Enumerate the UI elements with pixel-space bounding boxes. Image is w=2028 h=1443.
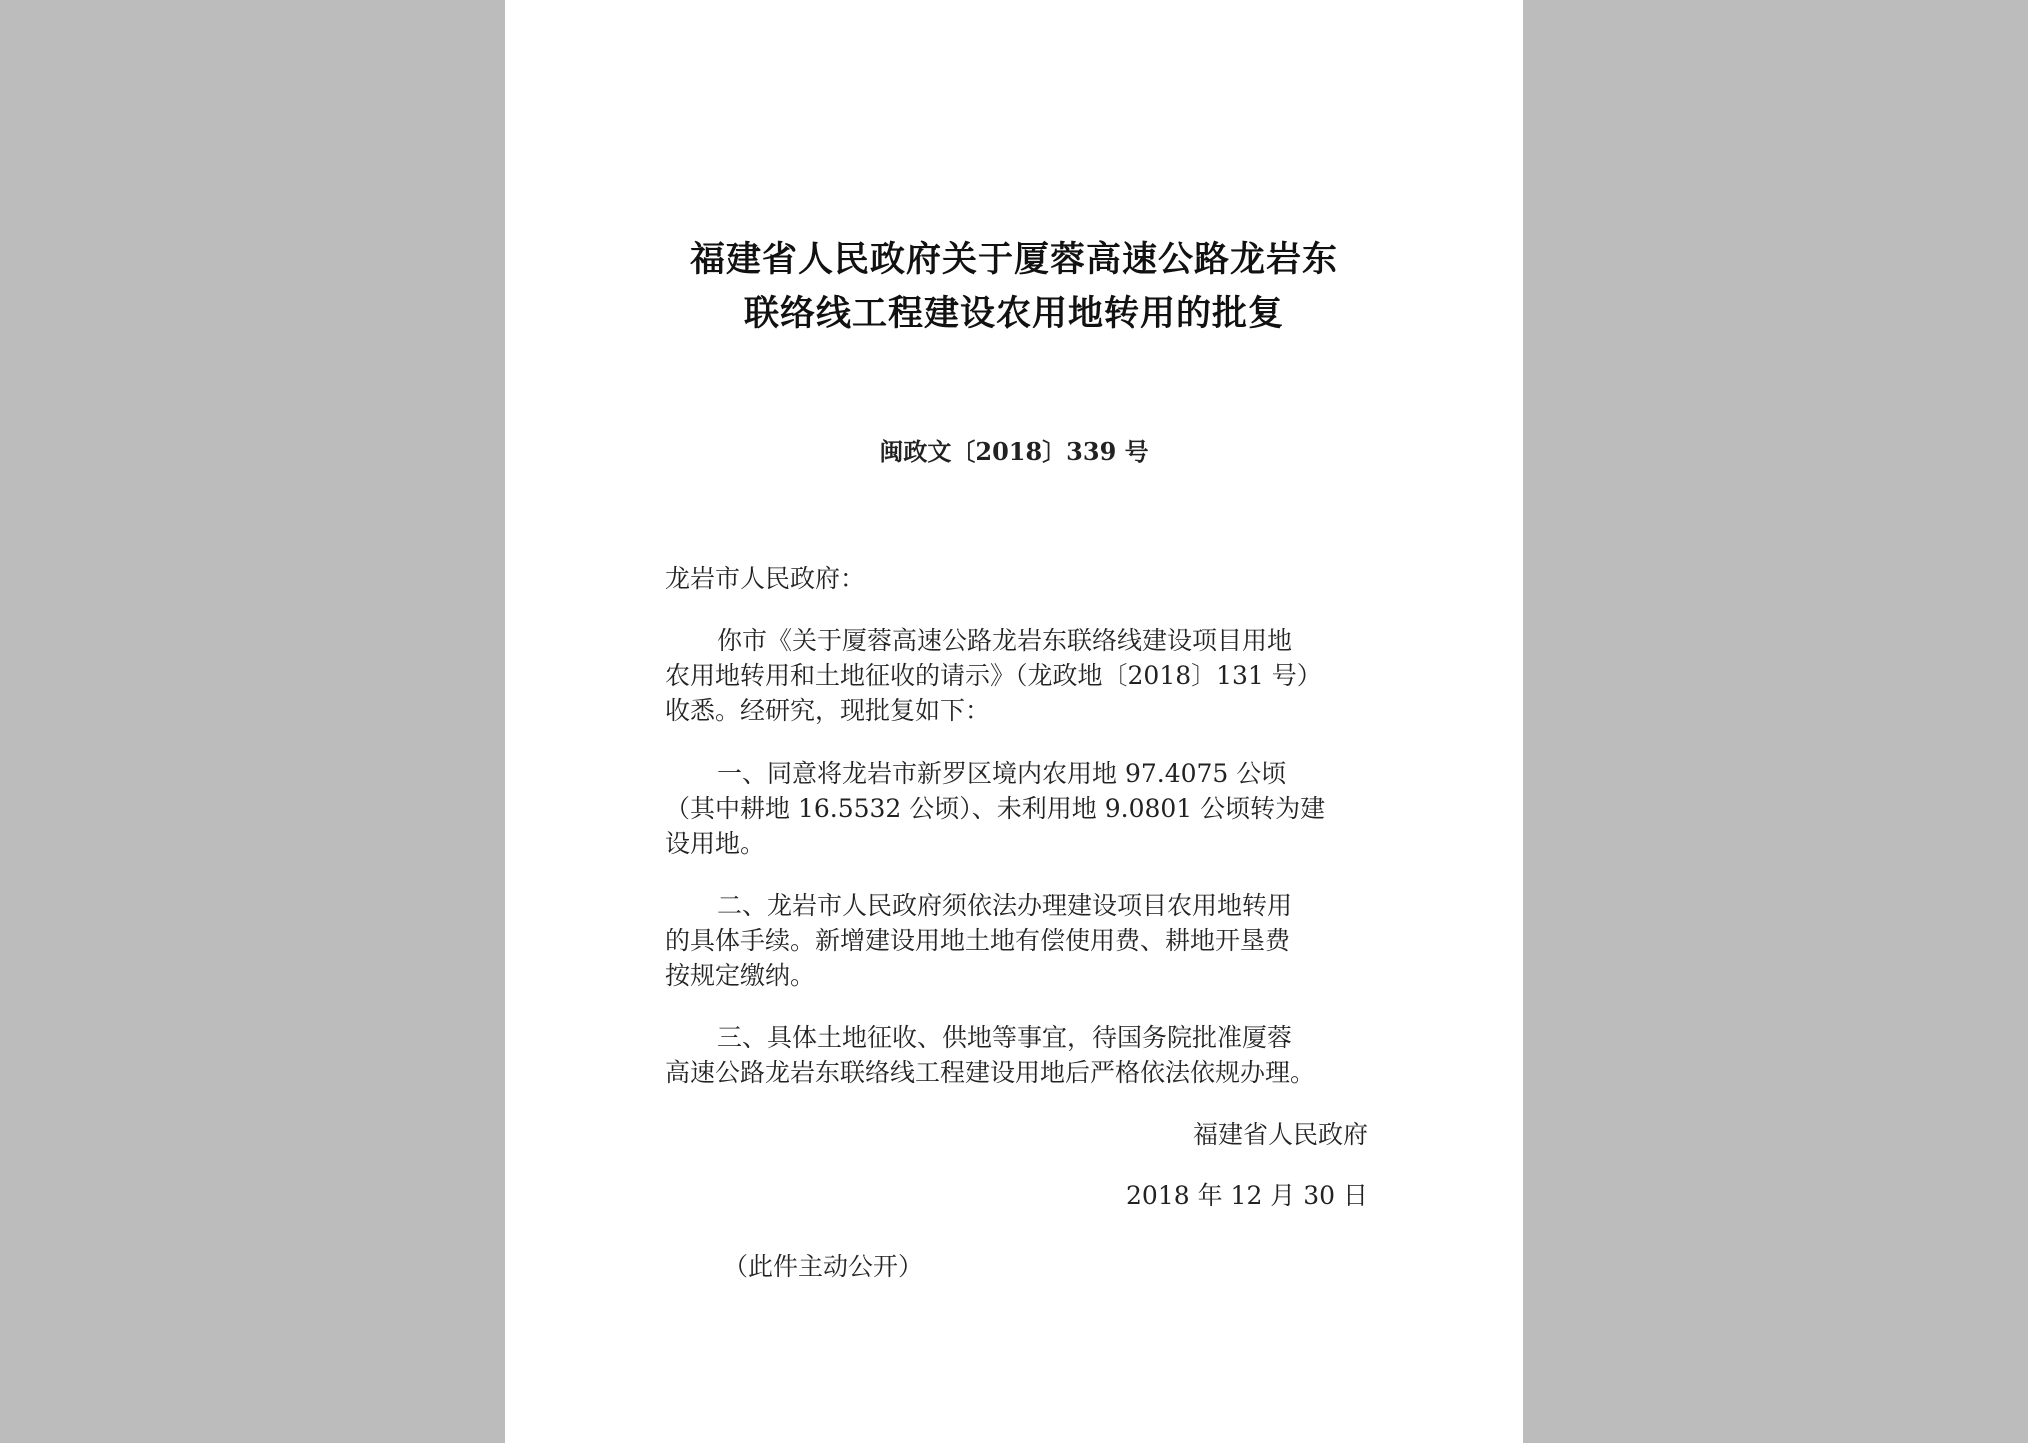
document-title-line-1: 福建省人民政府关于厦蓉高速公路龙岩东	[689, 239, 1338, 280]
addressee: 龙岩市人民政府：	[665, 564, 866, 593]
paragraph-2-line-3: 设用地。	[665, 829, 766, 858]
paragraph-1-line-1: 你市《关于厦蓉高速公路龙岩东联络线建设项目用地	[717, 626, 1293, 655]
paragraph-2-line-1: 一、同意将龙岩市新罗区境内农用地 97.4075 公顷	[717, 759, 1287, 788]
date: 2018 年 12 月 30 日	[1126, 1181, 1368, 1210]
paragraph-4-line-1: 三、具体土地征收、供地等事宜，待国务院批准厦蓉	[717, 1023, 1293, 1052]
paragraph-3-line-2: 的具体手续。新增建设用地土地有偿使用费、耕地开垦费	[665, 926, 1291, 955]
document-title-line-2: 联络线工程建设农用地转用的批复	[743, 293, 1284, 334]
paragraph-3-line-3: 按规定缴纳。	[665, 961, 816, 990]
paragraph-3-line-1: 二、龙岩市人民政府须依法办理建设项目农用地转用	[717, 891, 1293, 920]
disclosure-note: （此件主动公开）	[723, 1252, 924, 1281]
paragraph-1-line-3: 收悉。经研究，现批复如下：	[665, 696, 991, 725]
paragraph-1-line-2: 农用地转用和土地征收的请示》（龙政地〔2018〕131 号）	[665, 661, 1322, 690]
document-page	[505, 0, 1523, 1443]
document-number: 闽政文〔2018〕339 号	[879, 437, 1149, 466]
signature: 福建省人民政府	[1192, 1120, 1368, 1149]
paragraph-2-line-2: （其中耕地 16.5532 公顷）、未利用地 9.0801 公顷转为建	[665, 794, 1326, 823]
paragraph-4-line-2: 高速公路龙岩东联络线工程建设用地后严格依法依规办理。	[665, 1058, 1316, 1087]
